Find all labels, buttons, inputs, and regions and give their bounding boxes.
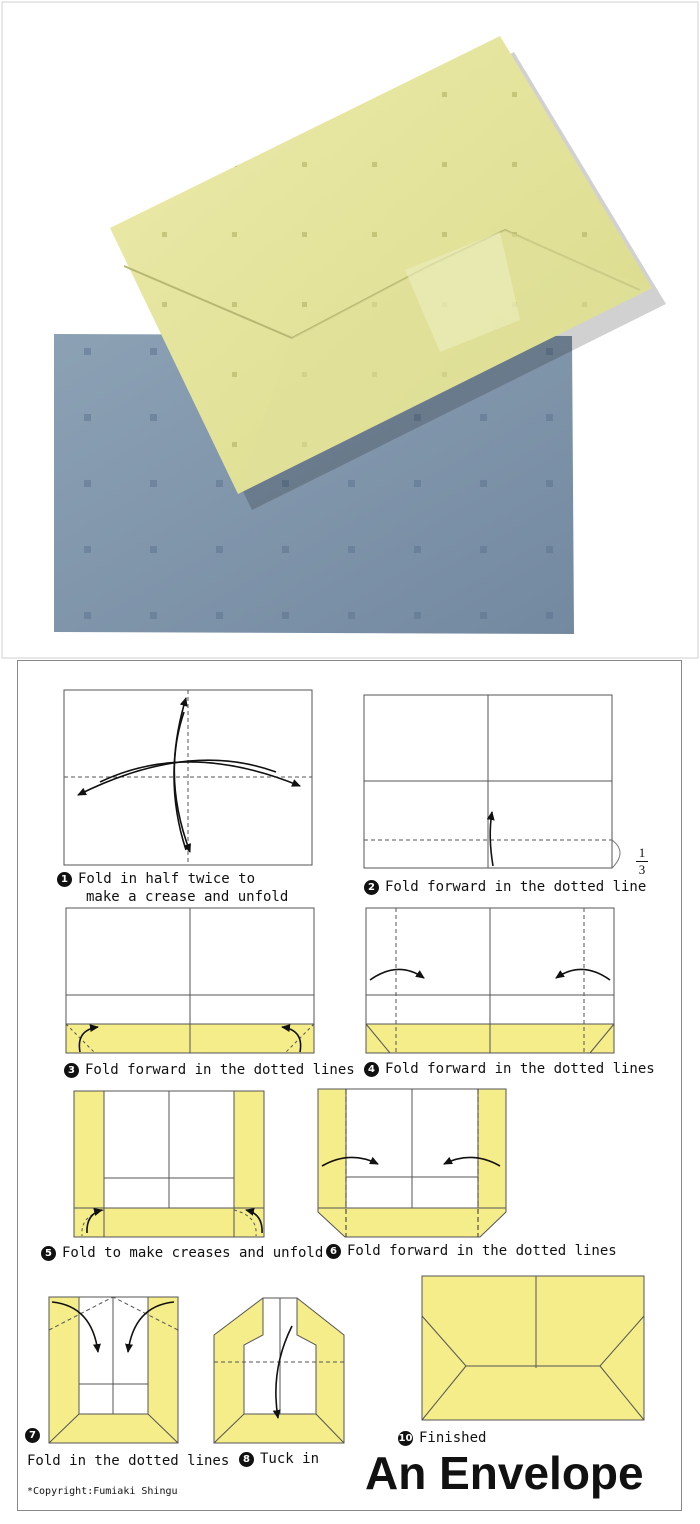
fraction-denominator: 3 — [638, 862, 646, 877]
step2-number: 2 — [364, 880, 379, 895]
fraction-numerator: 1 — [638, 845, 646, 860]
step3-number: 3 — [64, 1063, 79, 1078]
step8-text: Tuck in — [260, 1451, 320, 1467]
finished-text: Finished — [419, 1430, 487, 1446]
step2-diagram — [364, 695, 620, 868]
step2-caption — [364, 878, 646, 896]
step10-number: 10 — [398, 1433, 413, 1444]
fraction-one-third — [636, 846, 648, 877]
step3-text: Fold forward in the dotted lines — [85, 1062, 355, 1078]
step7-diagram — [49, 1297, 178, 1443]
step5-text: Fold to make creases and unfold — [62, 1245, 324, 1261]
step6-caption — [326, 1242, 617, 1260]
step1-text-line2: make a crease and unfold — [86, 889, 289, 905]
step1-text-line1: Fold in half twice to — [78, 871, 256, 887]
finished-caption — [398, 1429, 486, 1447]
step1-caption — [57, 870, 288, 906]
step4-text: Fold forward in the dotted lines — [385, 1061, 655, 1077]
step4-diagram — [366, 908, 614, 1053]
step7-number-wrap — [25, 1426, 46, 1444]
page-title: An Envelope — [365, 1447, 644, 1499]
step8-diagram — [214, 1298, 344, 1443]
step5-caption — [41, 1244, 323, 1262]
step1-number: 1 — [57, 872, 72, 887]
step6-text: Fold forward in the dotted lines — [347, 1243, 617, 1259]
step7-text: Fold in the dotted lines — [27, 1453, 230, 1469]
step4-number: 4 — [364, 1062, 379, 1077]
step4-caption — [364, 1060, 655, 1078]
step6-number: 6 — [326, 1244, 341, 1259]
step7-caption — [27, 1452, 229, 1470]
step2-text: Fold forward in the dotted line — [385, 879, 647, 895]
finished-diagram — [422, 1276, 644, 1420]
step1-diagram — [64, 690, 312, 865]
step8-number: 8 — [239, 1452, 254, 1467]
step5-diagram — [74, 1091, 264, 1237]
step7-number: 7 — [25, 1428, 40, 1443]
step5-number: 5 — [41, 1246, 56, 1261]
copyright-text: *Copyright:Fumiaki Shingu — [27, 1486, 178, 1497]
step8-caption — [239, 1450, 319, 1468]
step6-diagram — [318, 1089, 506, 1237]
step3-diagram — [66, 908, 314, 1053]
step3-caption — [64, 1061, 355, 1079]
